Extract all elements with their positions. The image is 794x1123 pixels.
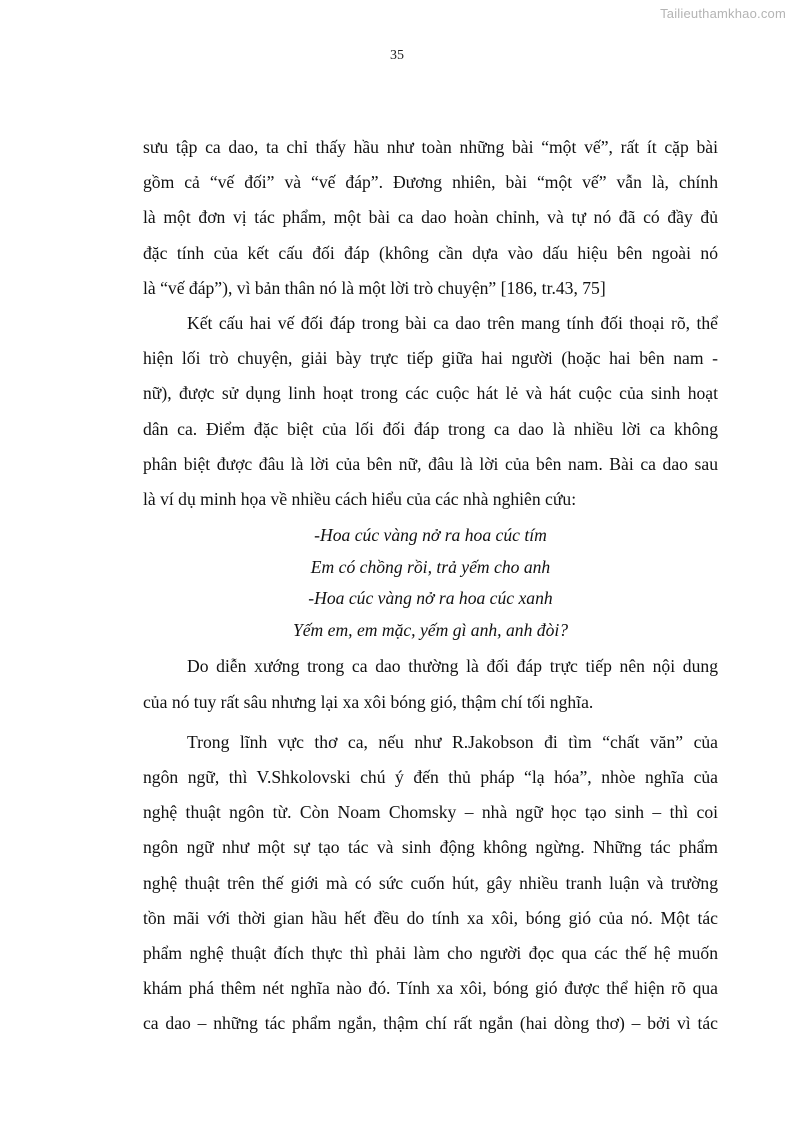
text-line: Do diễn xướng trong ca dao thường là đối đáp trực tiếp nên nội dung [187,656,718,677]
text-line: gồm cả “vế đối” và “vế đáp”. Đương nhiên, bài “một vế” vẫn là, chính [143,172,718,193]
paragraph-2 [143,306,718,517]
verse-line: -Hoa cúc vàng nở ra hoa cúc xanh [308,588,553,609]
text-line: nữ), được sử dụng linh hoạt trong các cuộc hát lẻ và hát cuộc của sinh hoạt [143,383,718,404]
verse-line: Em có chồng rồi, trả yếm cho anh [310,556,551,577]
text-line: ca dao – những tác phẩm ngắn, thậm chí rất ngắn (hai dòng thơ) – bởi vì tác [143,1013,718,1034]
text-line: là “vế đáp”), vì bản thân nó là một lời trò chuyện” [186, tr.43, 75] [143,277,606,298]
text-line: Trong lĩnh vực thơ ca, nếu như R.Jakobson đi tìm “chất văn” của [187,731,718,752]
text-line: đặc tính của kết cấu đối đáp (không cần dựa vào dấu hiệu bên ngoài nó [143,242,718,263]
text-line: ngôn ngữ như một sự tạo tác và sinh động không ngừng. Những tác phẩm [143,837,718,858]
text-line: nghệ thuật trên thế giới mà có sức cuốn hút, gây nhiều tranh luận và trường [143,872,718,893]
text-line: nghệ thuật ngôn từ. Còn Noam Chomsky – nhà ngữ học tạo sinh – thì coi [143,802,718,823]
text-line: hiện lối trò chuyện, giải bày trực tiếp giữa hai người (hoặc hai bên nam - [143,348,718,369]
watermark: Tailieuthamkhao.com [660,6,786,21]
text-line: ngôn ngữ, thì V.Shkolovski chú ý đến thủ pháp “lạ hóa”, nhòe nghĩa của [143,767,718,787]
verse-line: -Hoa cúc vàng nở ra hoa cúc tím [314,525,547,546]
text-line: là một đơn vị tác phẩm, một bài ca dao hoàn chỉnh, và tự nó đã có đầy đủ [143,207,718,228]
text-line: phẩm nghệ thuật đích thực thì phải làm cho người đọc qua các thế hệ muốn [143,942,718,963]
paragraph-4 [143,725,718,1042]
text-line: Kết cấu hai vế đối đáp trong bài ca dao trên mang tính đối thoại rõ, thể [187,312,718,333]
text-line: tồn mãi với thời gian hầu hết đều do tính xa xôi, bóng gió của nó. Một tác [143,907,718,928]
page-number: 35 [390,48,404,63]
folk-verse [143,520,718,646]
text-line: khám phá thêm nét nghĩa nào đó. Tính xa xôi, bóng gió được thể hiện rõ qua [143,978,718,999]
text-line: sưu tập ca dao, ta chỉ thấy hầu như toàn những bài “một vế”, rất ít cặp bài [143,137,718,157]
document-body [143,130,718,1042]
paragraph-1 [143,130,718,306]
verse-line: Yếm em, em mặc, yếm gì anh, anh đòi? [292,619,569,640]
text-line: phân biệt được đâu là lời của bên nữ, đâu là lời của bên nam. Bài ca dao sau [143,453,718,474]
text-line: là ví dụ minh họa về nhiều cách hiểu của các nhà nghiên cứu: [143,488,577,509]
paragraph-3 [143,649,718,719]
text-line: dân ca. Điểm đặc biệt của lối đối đáp trong ca dao là nhiều lời ca không [143,418,718,439]
text-line: của nó tuy rất sâu nhưng lại xa xôi bóng gió, thậm chí tối nghĩa. [143,691,594,712]
